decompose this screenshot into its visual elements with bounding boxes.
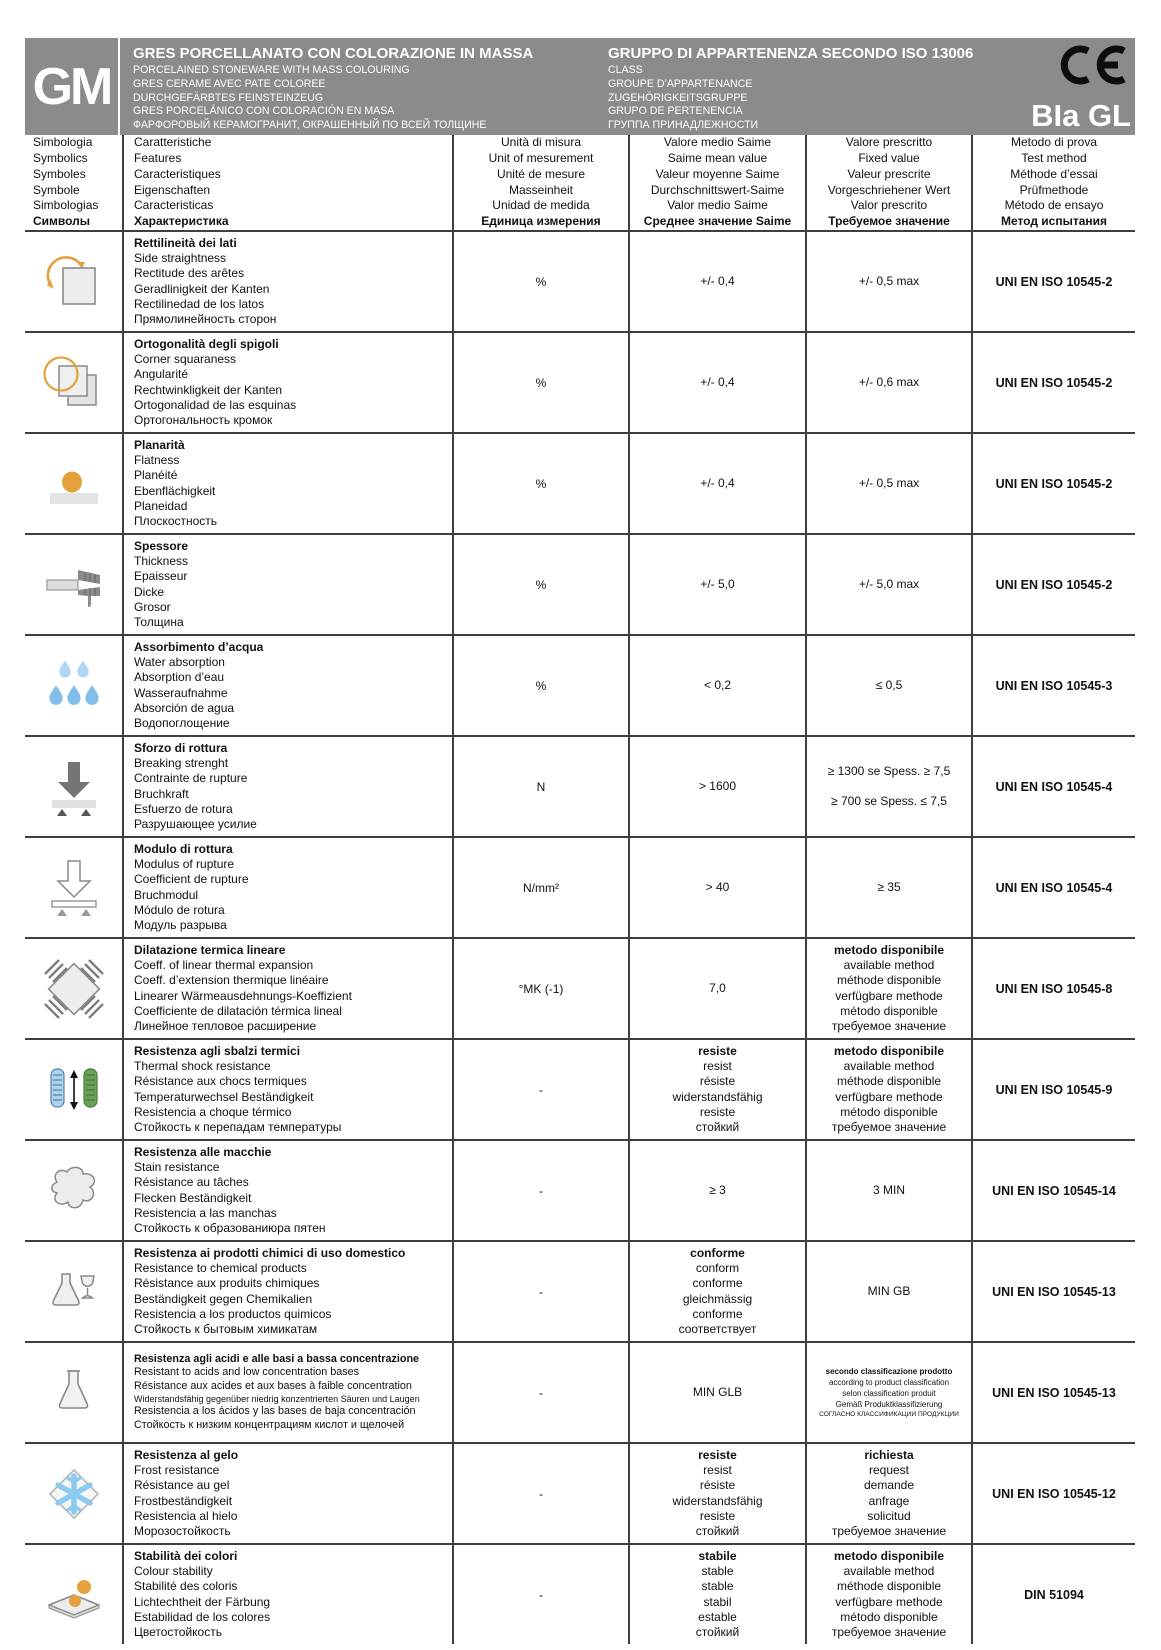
unit-of-measure: N [452, 737, 628, 836]
col-features: Caratteristiche Features Caracteristiques Eigenschaften Caracteristicas Характеристика [122, 135, 452, 230]
thermal-shock-icon [25, 1040, 122, 1139]
mean-value: +/- 0,4 [628, 434, 805, 533]
mean-value: 7,0 [628, 939, 805, 1038]
fixed-value: secondo classificazione prodotto according to product classification selon classification produit Gemäß Produktklassifizierung СОГЛАСНО КЛАССИФИКАЦИИ ПРОДУКЦИИ [805, 1343, 971, 1442]
ce-mark-icon [1057, 44, 1131, 91]
table-header-row [25, 135, 1135, 230]
modulus-of-rupture-icon [25, 838, 122, 937]
fixed-value: +/- 5,0 max [805, 535, 971, 634]
iso-group-title: GRUPPO DI APPARTENENZA SECONDO ISO 13006 [608, 45, 974, 62]
unit-of-measure: % [452, 636, 628, 735]
feature-names: Ortogonalità degli spigoli Corner squaraness Angularité Rechtwinkligkeit der Kanten Ortogonalidad de las esquinas Ортогональность кромок [122, 333, 452, 432]
datasheet [25, 38, 1135, 1644]
unit-of-measure: % [452, 333, 628, 432]
test-method: UNI EN ISO 10545-13 [971, 1242, 1135, 1341]
feature-names: Sforzo di rottura Breaking strenght Contrainte de rupture Bruchkraft Esfuerzo de rotura Разрушающее усилие [122, 737, 452, 836]
mean-value: MIN GLB [628, 1343, 805, 1442]
table-row [25, 937, 1135, 1038]
table-row [25, 836, 1135, 937]
test-method: UNI EN ISO 10545-2 [971, 232, 1135, 331]
brand-logo: GM [32, 57, 111, 116]
table-row [25, 1442, 1135, 1543]
unit-of-measure: % [452, 535, 628, 634]
product-title-block [120, 38, 602, 135]
col-unit: Unità di misura Unit of mesurement Unité de mesure Masseinheit Unidad de medida Единица измерения [452, 135, 628, 230]
col-mean-value: Valore medio Saime Saime mean value Valeur moyenne Saime Durchschnittswert-Saime Valor medio Saime Среднее значение Saime [628, 135, 805, 230]
mean-value: resiste resist résiste widerstandsfähig resiste стойкий [628, 1444, 805, 1543]
feature-names: Resistenza ai prodotti chimici di uso domestico Resistance to chemical products Résistance aux produits chimiques Beständigkeit gegen Chemikalien Resistencia a los productos quimicos Стойкость к бытовым химикатам [122, 1242, 452, 1341]
mean-value: ≥ 3 [628, 1141, 805, 1240]
iso-group-block [602, 38, 1027, 135]
table-row [25, 735, 1135, 836]
test-method: UNI EN ISO 10545-8 [971, 939, 1135, 1038]
fixed-value: ≥ 35 [805, 838, 971, 937]
mean-value: +/- 5,0 [628, 535, 805, 634]
erlenmeyer-flask-icon [25, 1343, 122, 1442]
flask-goblet-icon [25, 1242, 122, 1341]
fixed-value: +/- 0,5 max [805, 434, 971, 533]
thermal-expansion-icon [25, 939, 122, 1038]
unit-of-measure: - [452, 1242, 628, 1341]
feature-names: Planarità Flatness Planéité Ebenflächigkeit Planeidad Плоскостность [122, 434, 452, 533]
feature-names: Resistenza agli acidi e alle basi a bassa concentrazione Resistant to acids and low concentration bases Résistance aux acides et aux bases à faible concentration Widerstandsfähig gegenüber niedrig konzentrierten Säuren und Laugen Resistencia a los ácidos y las bases de baja concentración Стойкость к низким концентрациям кислот и щелочей [122, 1343, 452, 1442]
test-method: UNI EN ISO 10545-2 [971, 535, 1135, 634]
col-test-method: Metodo di prova Test method Méthode d’essai Prüfmethode Método de ensayo Метод испытания [971, 135, 1135, 230]
product-title-translations: PORCELAINED STONEWARE WITH MASS COLOURING GRES CERAME AVEC PATE COLOREE DURCHGEFÄRBTES FEINSTEINZEUG GRES PORCELÁNICO CON COLORACIÓN EN MASA ФАРФОРОВЫЙ КЕРАМОГРАНИТ, ОКРАШЕННЫЙ ПО ВСЕЙ ТОЛЩИНЕ [133, 64, 487, 132]
snowflake-icon [25, 1444, 122, 1543]
test-method: UNI EN ISO 10545-4 [971, 838, 1135, 937]
brand-logo-box [25, 38, 120, 135]
unit-of-measure: % [452, 232, 628, 331]
water-drops-icon [25, 636, 122, 735]
table-row [25, 331, 1135, 432]
fixed-value: ≤ 0,5 [805, 636, 971, 735]
unit-of-measure: N/mm² [452, 838, 628, 937]
table-row [25, 1543, 1135, 1644]
tile-colour-icon [25, 1545, 122, 1644]
header [25, 38, 1135, 135]
fixed-value: metodo disponibile available method méthode disponible verfügbare methode método disponible требуемое значение [805, 1040, 971, 1139]
thickness-caliper-icon [25, 535, 122, 634]
fixed-value: ≥ 1300 se Spess. ≥ 7,5 ≥ 700 se Spess. ≤ 7,5 [805, 737, 971, 836]
fixed-value: MIN GB [805, 1242, 971, 1341]
test-method: UNI EN ISO 10545-2 [971, 434, 1135, 533]
test-method: UNI EN ISO 10545-12 [971, 1444, 1135, 1543]
fixed-value: metodo disponibile available method méthode disponible verfügbare methode método disponible требуемое значение [805, 1545, 971, 1644]
test-method: UNI EN ISO 10545-13 [971, 1343, 1135, 1442]
fixed-value: metodo disponibile available method méthode disponible verfügbare methode método disponible требуемое значение [805, 939, 971, 1038]
test-method: UNI EN ISO 10545-9 [971, 1040, 1135, 1139]
mean-value: < 0,2 [628, 636, 805, 735]
fixed-value: richiesta request demande anfrage solicitud требуемое значение [805, 1444, 971, 1543]
col-fixed-value: Valore prescritto Fixed value Valeur prescrite Vorgeschriehener Wert Valor prescrito Требуемое значение [805, 135, 971, 230]
test-method: UNI EN ISO 10545-2 [971, 333, 1135, 432]
mean-value: conforme conform conforme gleichmässig conforme соответствует [628, 1242, 805, 1341]
unit-of-measure: - [452, 1444, 628, 1543]
feature-names: Dilatazione termica lineare Coeff. of linear thermal expansion Coeff. d’extension thermique linéaire Linearer Wärmeausdehnungs-Koeffizient Coefficiente de dilatación térmica lineal Линейное тепловое расширение [122, 939, 452, 1038]
flatness-icon [25, 434, 122, 533]
test-method: DIN 51094 [971, 1545, 1135, 1644]
certification-block [1027, 38, 1135, 135]
table-row [25, 634, 1135, 735]
unit-of-measure: - [452, 1343, 628, 1442]
fixed-value: +/- 0,6 max [805, 333, 971, 432]
table-row [25, 1038, 1135, 1139]
product-title: GRES PORCELLANATO CON COLORAZIONE IN MASSA [133, 45, 534, 62]
mean-value: stabile stable stable stabil estable стойкий [628, 1545, 805, 1644]
table-row [25, 1240, 1135, 1341]
feature-names: Stabilità dei colori Colour stability Stabilité des coloris Lichtechtheit der Färbung Estabilidad de los colores Цветостойкость [122, 1545, 452, 1644]
fixed-value: +/- 0,5 max [805, 232, 971, 331]
mean-value: > 1600 [628, 737, 805, 836]
test-method: UNI EN ISO 10545-3 [971, 636, 1135, 735]
col-symbols: Simbologia Symbolics Symboles Symbole Simbologias Символы [33, 135, 99, 229]
fixed-value: 3 MIN [805, 1141, 971, 1240]
iso-group-translations: CLASS GROUPE D’APPARTENANCE ZUGEHÖRIGKEITSGRUPPE GRUPO DE PERTENENCIA ГРУППА ПРИНАДЛЕЖНОСТИ [608, 64, 759, 132]
table-row [25, 432, 1135, 533]
feature-names: Resistenza agli sbalzi termici Thermal shock resistance Résistance aux chocs termiques Temperaturwechsel Beständigkeit Resistencia a choque térmico Стойкость к перепадам температуры [122, 1040, 452, 1139]
feature-names: Resistenza al gelo Frost resistance Résistance au gel Frostbeständigkeit Resistencia al hielo Морозостойкость [122, 1444, 452, 1543]
unit-of-measure: % [452, 434, 628, 533]
mean-value: +/- 0,4 [628, 232, 805, 331]
unit-of-measure: °MK (-1) [452, 939, 628, 1038]
mean-value: > 40 [628, 838, 805, 937]
table-row [25, 230, 1135, 331]
feature-names: Assorbimento d’acqua Water absorption Absorption d’eau Wasseraufnahme Absorción de agua Водопоглощение [122, 636, 452, 735]
class-code: BIa GL [1031, 98, 1131, 133]
mean-value: resiste resist résiste widerstandsfähig resiste стойкий [628, 1040, 805, 1139]
feature-names: Spessore Thickness Epaisseur Dicke Grosor Толщина [122, 535, 452, 634]
table-row [25, 533, 1135, 634]
corner-squareness-icon [25, 333, 122, 432]
feature-names: Rettilineità dei lati Side straightness Rectitude des arêtes Geradlinigkeit der Kanten Rectilinedad de los latos Прямолинейность сторон [122, 232, 452, 331]
feature-names: Resistenza alle macchie Stain resistance Résistance au tâches Flecken Beständigkeit Resistencia a las manchas Стойкость к образованиюра пятен [122, 1141, 452, 1240]
table-row [25, 1139, 1135, 1240]
unit-of-measure: - [452, 1545, 628, 1644]
feature-names: Modulo di rottura Modulus of rupture Coefficient de rupture Bruchmodul Módulo de rotura Модуль разрыва [122, 838, 452, 937]
side-straightness-icon [25, 232, 122, 331]
unit-of-measure: - [452, 1141, 628, 1240]
mean-value: +/- 0,4 [628, 333, 805, 432]
stain-blob-icon [25, 1141, 122, 1240]
breaking-strength-icon [25, 737, 122, 836]
table-row [25, 1341, 1135, 1442]
test-method: UNI EN ISO 10545-4 [971, 737, 1135, 836]
test-method: UNI EN ISO 10545-14 [971, 1141, 1135, 1240]
unit-of-measure: - [452, 1040, 628, 1139]
